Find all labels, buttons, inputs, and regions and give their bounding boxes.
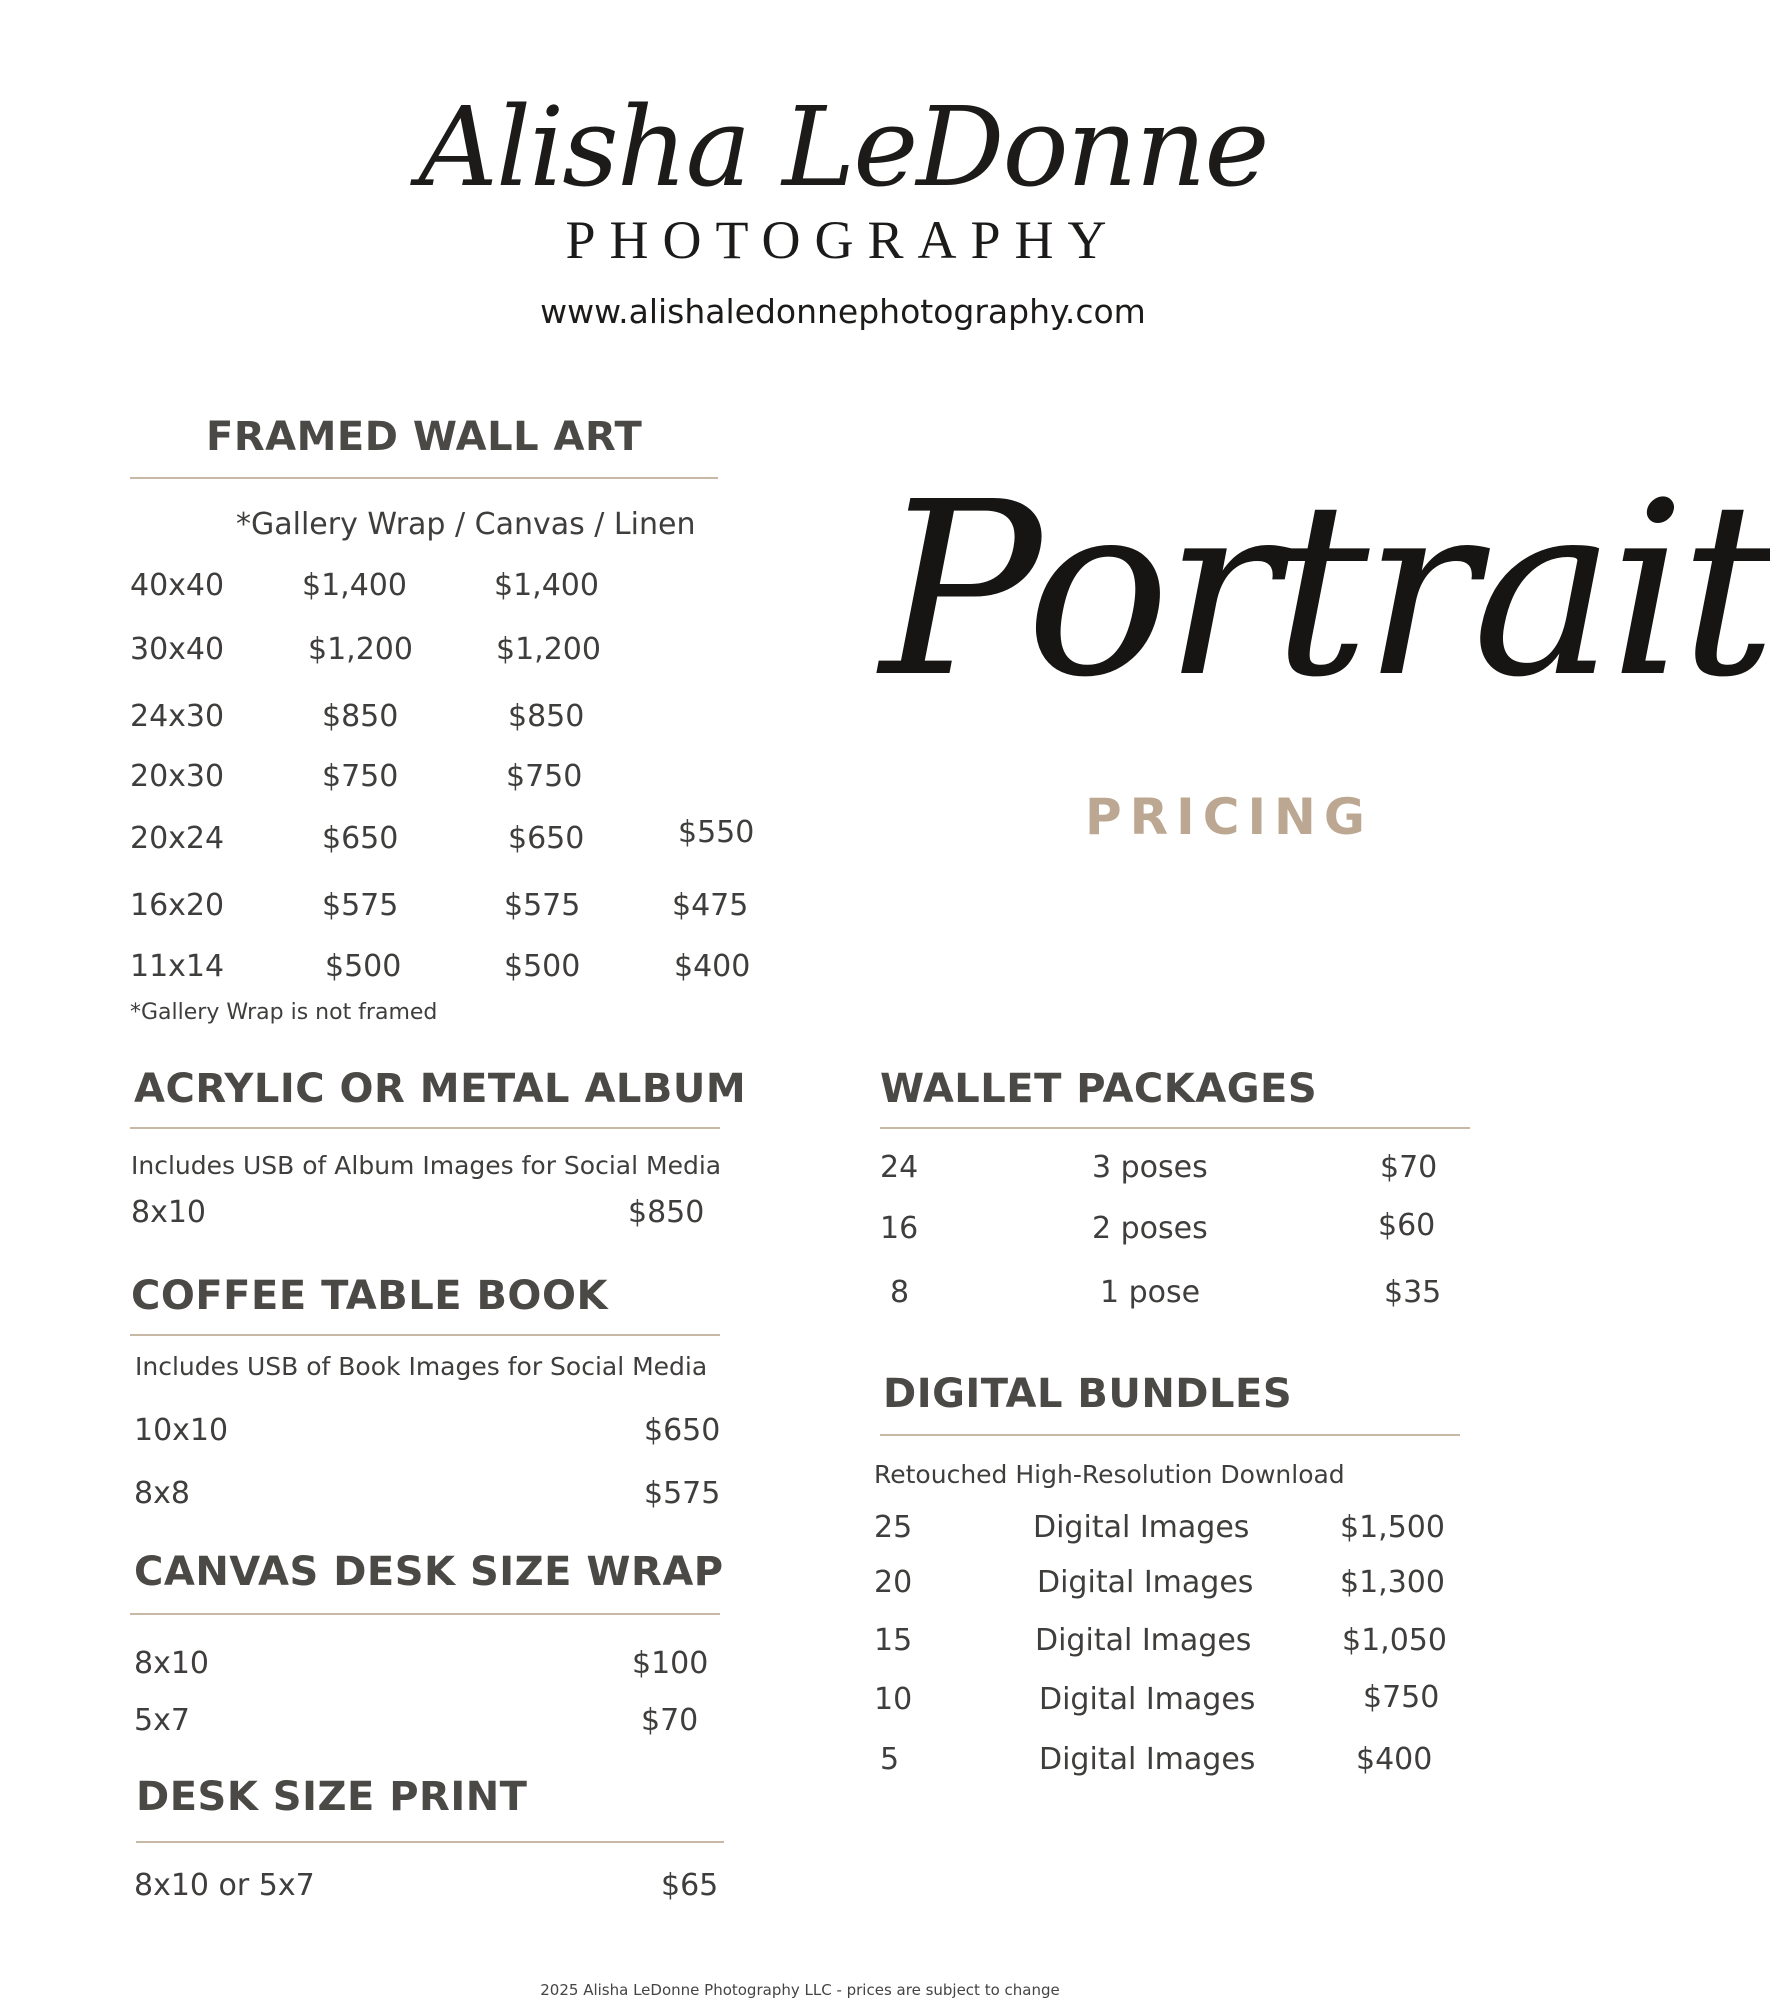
digital-count: 15: [874, 1623, 913, 1658]
digital-label: Digital Images: [1033, 1510, 1250, 1545]
table-cell-gallery-wrap: $650: [322, 821, 399, 856]
acrylic-album-price: $850: [628, 1195, 705, 1230]
acrylic-album-size: 8x10: [131, 1195, 207, 1230]
digital-price: $1,050: [1342, 1623, 1447, 1658]
framed-wall-art-divider: [130, 477, 718, 479]
coffee-table-book-price: $575: [644, 1476, 721, 1511]
table-cell-canvas: $650: [508, 821, 585, 856]
coffee-table-book-title: COFFEE TABLE BOOK: [131, 1273, 608, 1319]
canvas-desk-wrap-divider: [130, 1613, 720, 1615]
wallet-packages-title: WALLET PACKAGES: [880, 1066, 1318, 1112]
digital-count: 10: [874, 1682, 913, 1717]
desk-size-print-title: DESK SIZE PRINT: [136, 1774, 528, 1820]
digital-label: Digital Images: [1039, 1682, 1256, 1717]
digital-label: Digital Images: [1037, 1565, 1254, 1600]
table-cell-size: 30x40: [130, 632, 225, 667]
digital-bundles-divider: [880, 1434, 1460, 1436]
hero-subtitle: PRICING: [1085, 788, 1373, 846]
table-cell-linen: $550: [678, 815, 755, 850]
acrylic-album-divider: [130, 1127, 720, 1129]
brand-logo-subtitle: PHOTOGRAPHY: [565, 210, 1121, 270]
wallet-price: $70: [1380, 1150, 1438, 1185]
table-cell-canvas: $850: [508, 699, 585, 734]
table-cell-canvas: $500: [504, 949, 581, 984]
framed-wall-art-column-header: *Gallery Wrap / Canvas / Linen: [236, 507, 696, 542]
digital-price: $1,500: [1340, 1510, 1445, 1545]
coffee-table-book-size: 10x10: [134, 1413, 229, 1448]
wallet-price: $35: [1384, 1275, 1442, 1310]
wallet-poses: 1 pose: [1100, 1275, 1201, 1310]
table-cell-size: 11x14: [130, 949, 225, 984]
digital-price: $400: [1356, 1742, 1433, 1777]
table-cell-linen: $475: [672, 888, 749, 923]
canvas-desk-wrap-title: CANVAS DESK SIZE WRAP: [134, 1549, 724, 1595]
canvas-desk-wrap-price: $100: [632, 1646, 709, 1681]
digital-count: 25: [874, 1510, 913, 1545]
framed-wall-art-title: FRAMED WALL ART: [206, 414, 643, 460]
table-cell-gallery-wrap: $850: [322, 699, 399, 734]
website-link[interactable]: www.alishaledonnephotography.com: [540, 292, 1146, 331]
wallet-count: 16: [880, 1211, 919, 1246]
desk-size-print-size: 8x10 or 5x7: [134, 1868, 315, 1903]
wallet-poses: 3 poses: [1092, 1150, 1208, 1185]
table-cell-gallery-wrap: $1,400: [302, 568, 407, 603]
table-cell-size: 16x20: [130, 888, 225, 923]
digital-price: $1,300: [1340, 1565, 1445, 1600]
table-cell-size: 24x30: [130, 699, 225, 734]
desk-size-print-price: $65: [661, 1868, 719, 1903]
table-cell-size: 40x40: [130, 568, 225, 603]
wallet-poses: 2 poses: [1092, 1211, 1208, 1246]
desk-size-print-divider: [136, 1841, 724, 1843]
canvas-desk-wrap-price: $70: [641, 1703, 699, 1738]
framed-wall-art-note: *Gallery Wrap is not framed: [130, 1000, 438, 1025]
table-cell-linen: $400: [674, 949, 751, 984]
acrylic-album-title: ACRYLIC OR METAL ALBUM: [134, 1066, 747, 1112]
coffee-table-book-divider: [130, 1334, 720, 1336]
hero-script-title: Portrait: [880, 450, 1770, 730]
digital-count: 20: [874, 1565, 913, 1600]
table-cell-size: 20x30: [130, 759, 225, 794]
table-cell-gallery-wrap: $500: [325, 949, 402, 984]
table-cell-canvas: $1,200: [496, 632, 601, 667]
digital-count: 5: [880, 1742, 900, 1777]
wallet-packages-divider: [880, 1127, 1470, 1129]
coffee-table-book-price: $650: [644, 1413, 721, 1448]
table-cell-gallery-wrap: $575: [322, 888, 399, 923]
canvas-desk-wrap-size: 5x7: [134, 1703, 190, 1738]
table-cell-size: 20x24: [130, 821, 225, 856]
table-cell-canvas: $750: [506, 759, 583, 794]
digital-price: $750: [1363, 1680, 1440, 1715]
acrylic-album-note: Includes USB of Album Images for Social Media: [131, 1151, 722, 1180]
table-cell-canvas: $575: [504, 888, 581, 923]
digital-label: Digital Images: [1035, 1623, 1252, 1658]
table-cell-canvas: $1,400: [494, 568, 599, 603]
digital-label: Digital Images: [1039, 1742, 1256, 1777]
digital-bundles-title: DIGITAL BUNDLES: [883, 1371, 1293, 1417]
digital-bundles-note: Retouched High-Resolution Download: [874, 1460, 1345, 1489]
canvas-desk-wrap-size: 8x10: [134, 1646, 210, 1681]
table-cell-gallery-wrap: $1,200: [308, 632, 413, 667]
coffee-table-book-note: Includes USB of Book Images for Social Media: [135, 1352, 708, 1381]
footer-copyright: 2025 Alisha LeDonne Photography LLC - prices are subject to change: [540, 1981, 1060, 1999]
wallet-count: 8: [890, 1275, 910, 1310]
coffee-table-book-size: 8x8: [134, 1476, 190, 1511]
brand-logo-script: Alisha LeDonne: [418, 83, 1268, 211]
wallet-count: 24: [880, 1150, 919, 1185]
table-cell-gallery-wrap: $750: [322, 759, 399, 794]
wallet-price: $60: [1378, 1208, 1436, 1243]
